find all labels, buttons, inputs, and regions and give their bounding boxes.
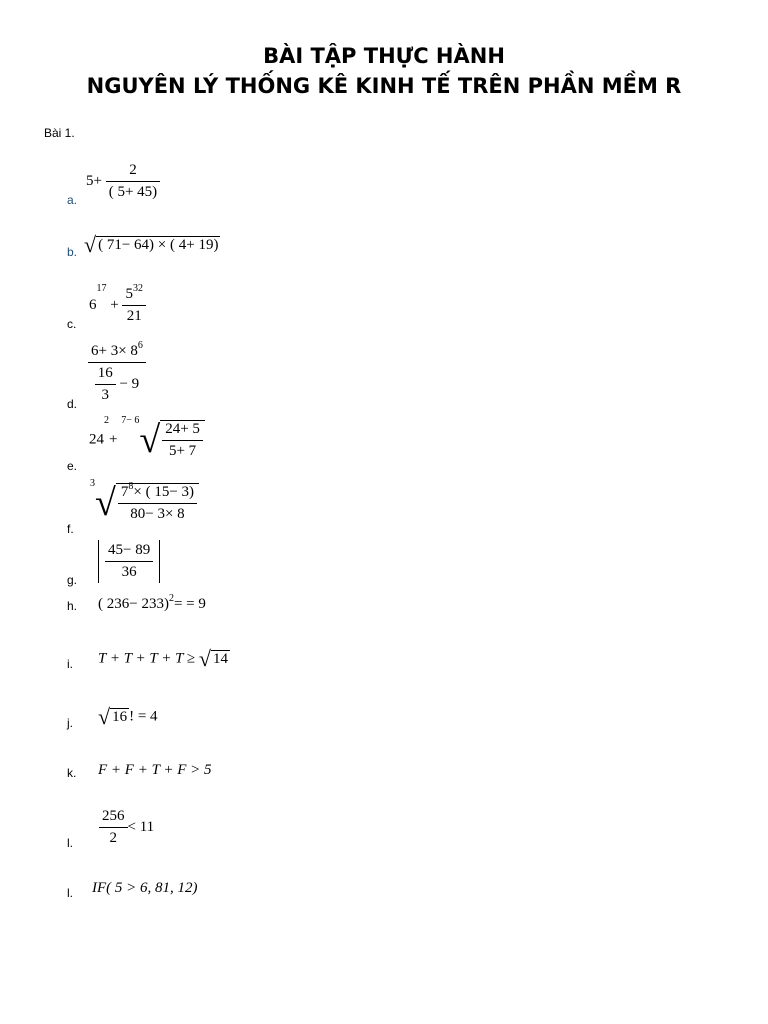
item-f-label: f. (67, 522, 74, 536)
sqrt-icon: √ (198, 646, 211, 671)
item-f-num-base: 7 (120, 484, 129, 500)
item-f-root-index: 3 (90, 478, 95, 489)
item-m-label: l. (67, 886, 73, 900)
item-i-formula (98, 646, 230, 672)
item-h-exp: 2 (168, 593, 174, 604)
item-j-radical (98, 704, 129, 730)
item-c-num-base: 5 (125, 286, 133, 302)
item-d-tail: − 9 (119, 375, 140, 392)
item-m-formula (92, 880, 198, 897)
item-d-formula (88, 340, 146, 404)
item-e-formula (89, 415, 205, 462)
item-l-label: l. (67, 836, 73, 850)
item-b-radicand: ( 71− 64) × ( 4+ 19) (98, 237, 219, 253)
item-e-exp: 2 (104, 415, 109, 426)
item-e-radicand (160, 420, 205, 460)
item-f-num-tail: × ( 15− 3) (133, 484, 195, 500)
item-e-base: 24 (89, 431, 104, 448)
item-f-den: 80− 3× 8 (118, 503, 197, 523)
root-icon: √ (139, 419, 161, 461)
title-line-1: BÀI TẬP THỰC HÀNH (263, 44, 505, 68)
item-j-label: j. (67, 716, 73, 730)
item-f-fraction (118, 481, 197, 523)
item-k-formula: F + F + T + F > 5 (98, 762, 212, 778)
item-e-root-index: 7− 6 (121, 415, 140, 426)
item-c-den: 21 (122, 305, 146, 325)
item-d-den (88, 362, 146, 404)
item-c-fraction (122, 283, 146, 325)
item-h-formula (98, 593, 206, 613)
item-d-label: d. (67, 397, 78, 411)
item-i-expr: T + T + T + T ≥ (98, 650, 196, 667)
item-l-tail: < 11 (127, 818, 155, 835)
item-k-label: k. (67, 766, 77, 780)
item-g-label: g. (67, 573, 78, 587)
item-m-expr: IF( 5 > 6, 81, 12) (92, 880, 198, 896)
item-e-fraction (162, 421, 203, 460)
item-b-formula (84, 232, 220, 258)
item-c-num-exp: 32 (132, 283, 143, 294)
sqrt-icon: √ (84, 232, 97, 257)
section-label: Bài 1. (44, 126, 75, 140)
item-d-num-exp: 6 (137, 340, 143, 351)
item-e-radical (139, 418, 205, 462)
item-a-num: 2 (129, 162, 137, 178)
item-b-label: b. (67, 245, 78, 259)
item-g-formula (98, 540, 160, 583)
item-g-absolute (98, 540, 160, 583)
item-l-fraction (99, 808, 128, 847)
item-g-num: 45− 89 (108, 542, 151, 558)
item-a-lead: 5+ (86, 172, 102, 189)
item-d-num-a: 6+ 3× 8 (91, 343, 138, 359)
item-a-label: a. (67, 193, 78, 207)
item-c-formula (89, 283, 146, 325)
item-d-inner-fraction (95, 365, 116, 404)
item-i-label: i. (67, 657, 73, 671)
item-c-plus: + (110, 296, 119, 313)
item-f-num-exp: 8 (128, 481, 134, 492)
item-c-exp: 17 (96, 283, 107, 294)
item-b-radical (84, 232, 220, 258)
item-a-fraction (106, 162, 160, 201)
item-j-tail: ! = 4 (129, 708, 158, 725)
item-l-den: 2 (99, 827, 128, 847)
item-h-tail: = = 9 (173, 596, 206, 612)
item-j-radicand: 16 (112, 709, 128, 725)
item-i-radical (199, 646, 230, 672)
item-c-num (122, 283, 146, 305)
item-e-plus: + (109, 431, 118, 448)
item-h-label: h. (67, 599, 78, 613)
item-f-num (118, 481, 197, 503)
item-e-num: 24+ 5 (165, 421, 200, 437)
cube-root-icon: √ (95, 482, 116, 524)
item-c-base: 6 (89, 296, 97, 313)
item-e-den: 5+ 7 (162, 440, 203, 460)
item-a-den: ( 5+ 45) (106, 181, 160, 201)
item-j-formula (98, 704, 158, 730)
item-d-num (88, 340, 146, 362)
item-d-fraction (88, 340, 146, 404)
item-l-formula (99, 808, 154, 847)
item-e-label: e. (67, 459, 78, 473)
sqrt-icon: √ (98, 704, 111, 729)
item-g-den: 36 (105, 561, 153, 581)
item-c-label: c. (67, 317, 77, 331)
item-d-inner-num: 16 (97, 365, 113, 381)
item-a-formula (86, 162, 160, 201)
item-f-formula (90, 478, 199, 525)
item-d-inner-den: 3 (95, 384, 116, 404)
item-h-expr: ( 236− 233) (98, 596, 169, 612)
item-f-radicand (116, 483, 199, 523)
item-l-num: 256 (102, 808, 125, 824)
item-i-radicand: 14 (212, 651, 228, 667)
title-line-2: NGUYÊN LÝ THỐNG KÊ KINH TẾ TRÊN PHẦN MỀM R (86, 74, 682, 98)
item-f-radical (95, 481, 199, 525)
item-g-fraction (105, 542, 153, 581)
